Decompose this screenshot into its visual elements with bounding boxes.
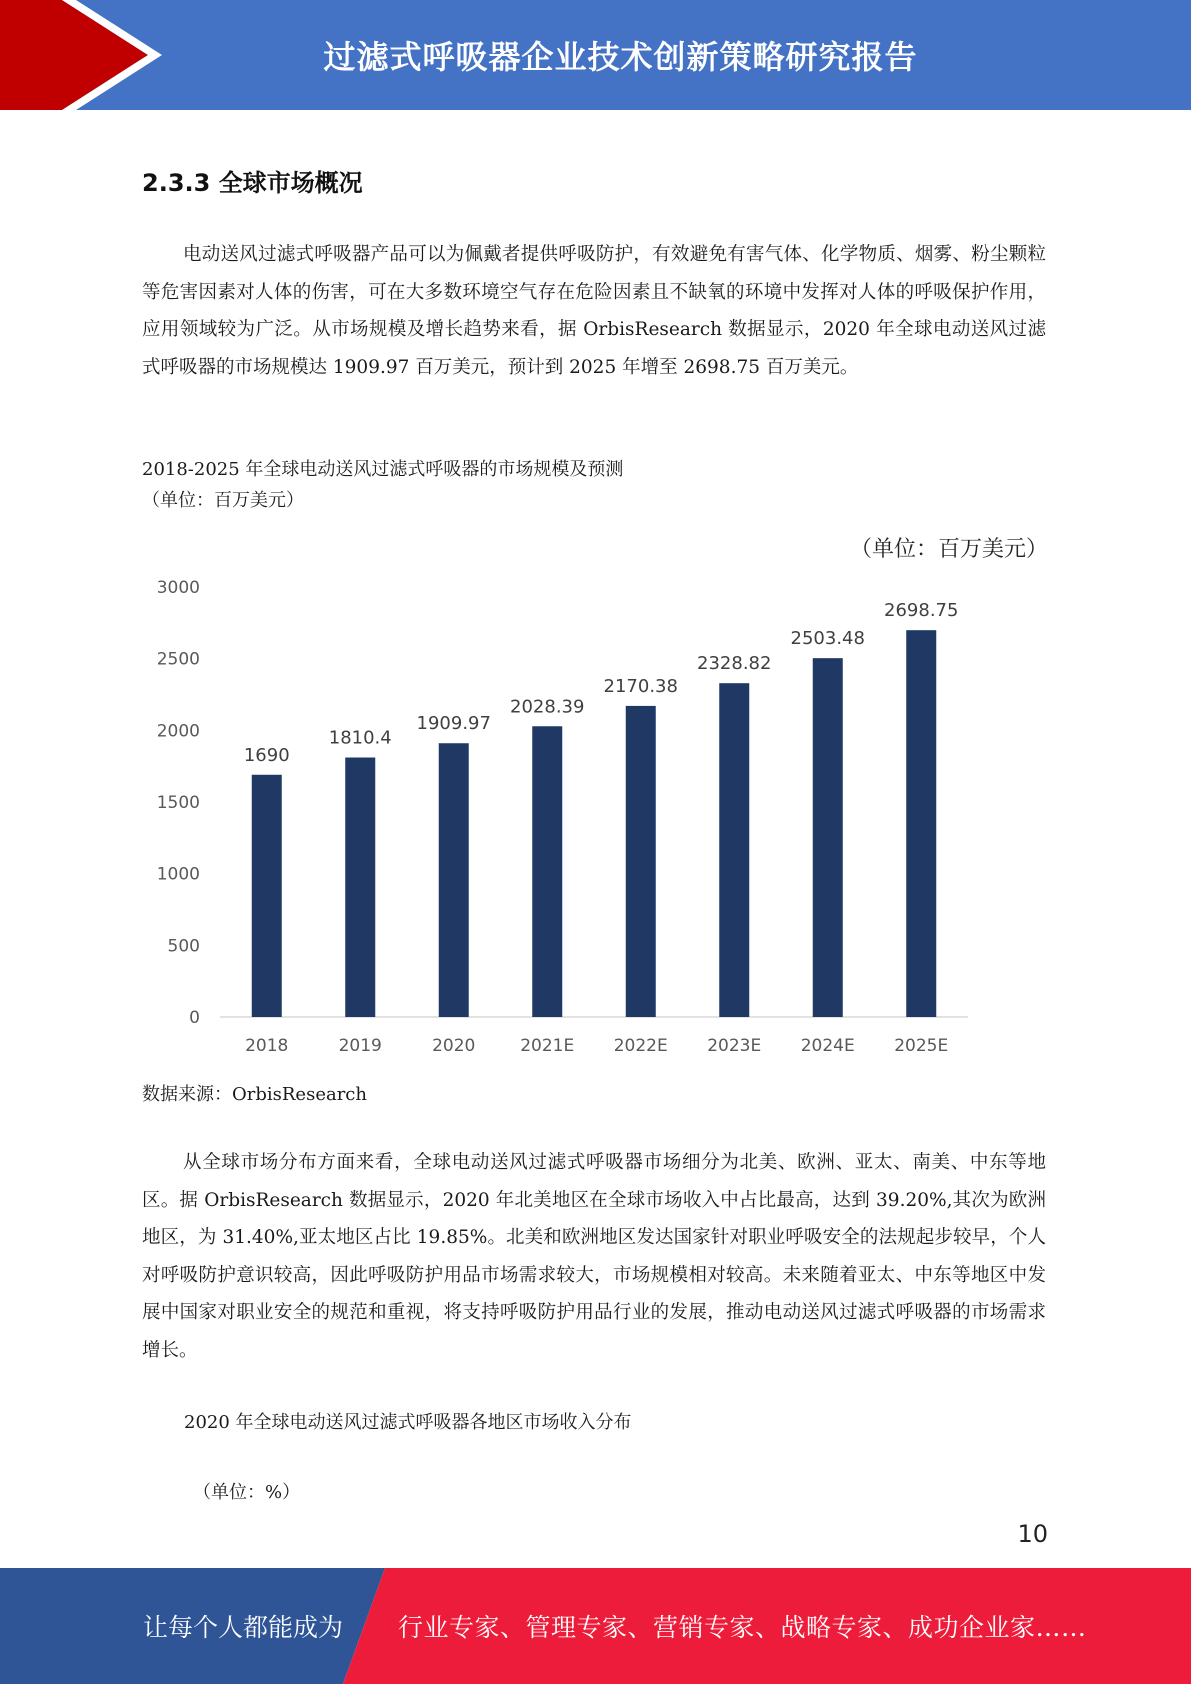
y-tick-label: 0: [189, 1008, 200, 1028]
figure1-unit-caption: （单位：百万美元）: [142, 490, 304, 511]
footer-slogan-right: 行业专家、管理专家、营销专家、战略专家、成功企业家……: [398, 1613, 1087, 1642]
paragraph-regional-distribution: 从全球市场分布方面来看，全球电动送风过滤式呼吸器市场细分为北美、欧洲、亚太、南美、中东等地区。据 OrbisResearch 数据显示，2020 年北美地区在全球市场收入中占比最高，达到 39.20%,其次为欧洲地区，为 31.40%,亚太地区占比 19.85%。北美和欧洲地区发达国家针对职业呼吸安全的法规起步较早，个人对呼吸防护意识较高，因此呼吸防护用品市场需求较大，市场规模相对较高。未来随着亚太、中东等地区中发展中国家对职业安全的规范和重视，将支持呼吸防护用品行业的发展，推动电动送风过滤式呼吸器的市场需求增长。: [142, 1152, 1046, 1361]
x-tick-label: 2025E: [894, 1036, 949, 1056]
footer-banner: [0, 1568, 1191, 1684]
x-tick-label: 2023E: [707, 1036, 762, 1056]
data-label: 2028.39: [510, 696, 585, 718]
x-tick-label: 2022E: [613, 1036, 668, 1056]
x-tick-label: 2020: [432, 1036, 476, 1056]
figure2-caption: 2020 年全球电动送风过滤式呼吸器各地区市场收入分布: [184, 1412, 632, 1433]
bar: [906, 630, 936, 1017]
bar: [252, 775, 282, 1017]
report-title: 过滤式呼吸器企业技术创新策略研究报告: [323, 38, 918, 76]
header-banner: [0, 0, 1191, 110]
figure1-caption: 2018-2025 年全球电动送风过滤式呼吸器的市场规模及预测: [142, 459, 624, 480]
y-tick-label: 2500: [156, 649, 200, 670]
y-tick-label: 3000: [156, 578, 200, 598]
data-label: 2170.38: [603, 675, 678, 697]
market-size-bar-chart: [142, 565, 1002, 1065]
y-tick-label: 1500: [156, 793, 200, 813]
footer-slogan-left: 让每个人都能成为: [143, 1613, 344, 1642]
data-label: 2503.48: [790, 628, 865, 650]
y-tick-label: 1000: [156, 864, 200, 885]
x-tick-label: 2021E: [520, 1036, 575, 1056]
x-tick-label: 2024E: [800, 1036, 855, 1056]
x-tick-label: 2019: [338, 1036, 382, 1056]
y-tick-label: 2000: [156, 721, 200, 742]
data-label: 1690: [243, 744, 290, 766]
data-label: 2698.75: [884, 600, 959, 622]
bar: [439, 743, 469, 1017]
section-heading: 2.3.3 全球市场概况: [142, 169, 363, 197]
chart-unit-label: （单位：百万美元）: [849, 537, 1048, 562]
figure1-source: 数据来源：OrbisResearch: [142, 1084, 367, 1105]
bar: [813, 658, 843, 1017]
figure2-unit-caption: （单位：%）: [193, 1482, 301, 1503]
page-number: 10: [1017, 1520, 1048, 1548]
bar: [626, 706, 656, 1017]
data-label: 1909.97: [416, 713, 491, 735]
bar: [719, 683, 749, 1017]
bar: [345, 758, 375, 1017]
data-label: 2328.82: [697, 653, 772, 675]
bar: [532, 726, 562, 1017]
data-label: 1810.4: [328, 727, 392, 749]
paragraph-market-overview: 电动送风过滤式呼吸器产品可以为佩戴者提供呼吸防护，有效避免有害气体、化学物质、烟雾、粉尘颗粒等危害因素对人体的伤害，可在大多数环境空气存在危险因素且不缺氧的环境中发挥对人体的呼吸保护作用，应用领域较为广泛。从市场规模及增长趋势来看，据 OrbisResearch 数据显示，2020 年全球电动送风过滤式呼吸器的市场规模达 1909.97 百万美元，预计到 2025 年增至 2698.75 百万美元。: [142, 244, 1046, 378]
y-tick-label: 500: [167, 936, 200, 957]
x-tick-label: 2018: [245, 1036, 289, 1056]
